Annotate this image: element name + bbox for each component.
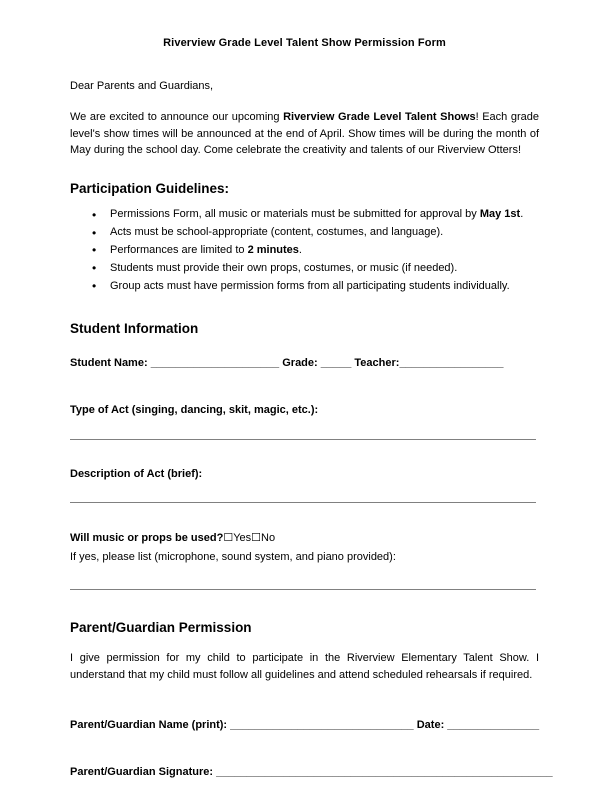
checkbox-no-label: No: [261, 532, 276, 545]
salutation: Dear Parents and Guardians,: [70, 80, 214, 92]
date-field[interactable]: _______________: [447, 718, 540, 731]
music-props-question-row: [70, 503, 539, 547]
if-yes-note: If yes, please list (microphone, sound system, and piano provided):: [70, 550, 396, 563]
list-item: [70, 260, 539, 278]
grade-label: Grade:: [279, 356, 321, 369]
list-item: [70, 278, 539, 296]
checkbox-no-icon[interactable]: ☐: [251, 532, 262, 545]
grade-field[interactable]: _____: [320, 356, 352, 369]
checkbox-yes-label: Yes: [233, 532, 252, 545]
intro-bold-phrase: Riverview Grade Level Talent Shows: [283, 110, 476, 123]
date-label: Date:: [413, 718, 448, 731]
bullet-text-before: Performances are limited to: [110, 243, 248, 256]
music-props-label: Will music or props be used?: [70, 532, 224, 545]
intro-paragraph: [70, 95, 539, 159]
teacher-label: Teacher:: [351, 356, 400, 369]
page-title: Riverview Grade Level Talent Show Permission Form: [163, 37, 446, 49]
bullet-text-after: .: [298, 243, 302, 256]
parent-name-field[interactable]: ______________________________: [230, 718, 414, 731]
list-item: [70, 242, 539, 260]
guidelines-list: [70, 197, 539, 295]
checkbox-yes-icon[interactable]: ☐: [223, 532, 234, 545]
teacher-field[interactable]: _________________: [399, 356, 504, 369]
bullet-text-bold: 2 minutes: [247, 243, 299, 256]
student-name-field[interactable]: _____________________: [150, 356, 280, 369]
parent-name-label: Parent/Guardian Name (print):: [70, 718, 231, 731]
parent-permission-heading: Parent/Guardian Permission: [70, 620, 252, 636]
student-name-label: Student Name:: [70, 356, 151, 369]
parent-signature-field[interactable]: _______________________________________________________: [216, 766, 553, 779]
bullet-text-before: Students must provide their own props, costumes, or music (if needed).: [110, 261, 458, 274]
student-name-row: [70, 338, 539, 372]
bullet-text-after: .: [520, 208, 524, 221]
intro-text-part2: ! Each grade level's show times will be announced at the end of April. Show times will be during the month of May during the school day. Come celebrate the creativity and talents of our Riverview Otters!: [70, 110, 539, 157]
bullet-text-before: Group acts must have permission forms from all participating students individually.: [110, 279, 510, 292]
type-of-act-label: Type of Act (singing, dancing, skit, magic, etc.):: [70, 404, 319, 417]
bullet-text-before: Permissions Form, all music or materials must be submitted for approval by: [110, 208, 480, 221]
parent-name-row: [70, 684, 539, 734]
permission-statement: I give permission for my child to participate in the Riverview Elementary Talent Show. I understand that my child must follow all guidelines and attend scheduled rehearsals if required.: [70, 652, 539, 681]
student-information-heading: Student Information: [70, 321, 199, 337]
participation-guidelines-heading: Participation Guidelines:: [70, 181, 230, 197]
parent-signature-row: [70, 733, 553, 781]
list-item: [70, 224, 539, 242]
document-content: [70, 0, 553, 781]
parent-signature-label: Parent/Guardian Signature:: [70, 766, 217, 779]
bullet-text-bold: May 1st: [479, 208, 521, 221]
intro-text-part1: We are excited to announce our upcoming: [70, 110, 284, 123]
bullet-text-before: Acts must be school-appropriate (content, costumes, and language).: [110, 226, 444, 239]
description-of-act-label: Description of Act (brief):: [70, 467, 203, 480]
list-item: [70, 206, 539, 224]
